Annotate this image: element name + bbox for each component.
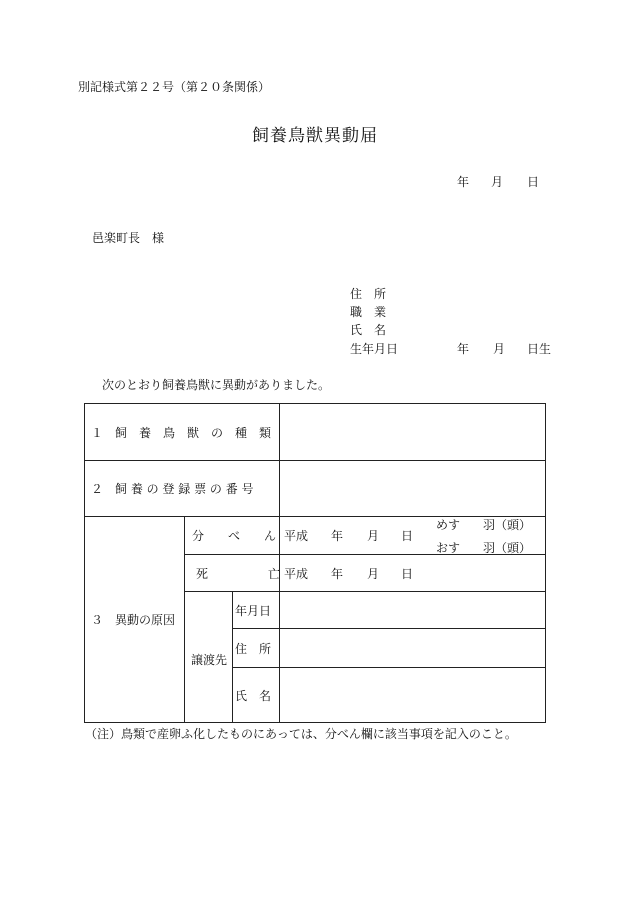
date-month-label: 月: [491, 175, 504, 189]
death-date-month-label: 月: [367, 567, 380, 581]
death-label: 死 亡: [196, 567, 281, 581]
birth-date-month-label: 月: [367, 529, 380, 543]
transfer-label: 譲渡先: [191, 653, 228, 667]
transfer-name-label: 氏 名: [235, 689, 272, 703]
row-cause-label: ３ 異動の原因: [91, 613, 176, 627]
row-registration-number-label: ２ 飼 養 の 登 録 票 の 番 号: [91, 482, 254, 496]
death-date-day-label: 日: [401, 567, 414, 581]
applicant-birthdate-label: 生年月日: [350, 342, 399, 356]
birth-date-day-label: 日: [401, 529, 414, 543]
death-era-label: 平成: [284, 567, 309, 581]
transfer-address-label: 住 所: [235, 642, 272, 656]
female-unit-label: 羽（頭）: [483, 518, 532, 532]
document-title: 飼養鳥獣異動届: [252, 126, 378, 146]
birth-day-label: 日生: [527, 342, 552, 356]
male-label: おす: [436, 541, 461, 555]
row-species-label: １ 飼 養 鳥 獣 の 種 類: [91, 426, 272, 440]
footnote: （注）鳥類で産卵ふ化したものにあっては、分べん欄に該当事項を記入のこと。: [85, 727, 517, 741]
birth-label: 分 べ ん: [192, 529, 277, 543]
applicant-address-label: 住 所: [350, 287, 387, 301]
form-number: 別記様式第２２号（第２０条関係）: [78, 80, 271, 94]
date-year-label: 年: [457, 175, 470, 189]
female-label: めす: [436, 518, 461, 532]
intro-text: 次のとおり飼養鳥獣に異動がありました。: [102, 378, 331, 392]
male-unit-label: 羽（頭）: [483, 541, 532, 555]
applicant-occupation-label: 職 業: [350, 305, 387, 319]
transfer-date-label: 年月日: [235, 604, 272, 618]
birth-year-label: 年: [457, 342, 470, 356]
death-date-year-label: 年: [331, 567, 344, 581]
addressee: 邑楽町長 様: [92, 231, 165, 245]
date-day-label: 日: [527, 175, 540, 189]
birth-date-year-label: 年: [331, 529, 344, 543]
applicant-name-label: 氏 名: [350, 323, 387, 337]
birth-month-label: 月: [493, 342, 506, 356]
birth-era-label: 平成: [284, 529, 309, 543]
